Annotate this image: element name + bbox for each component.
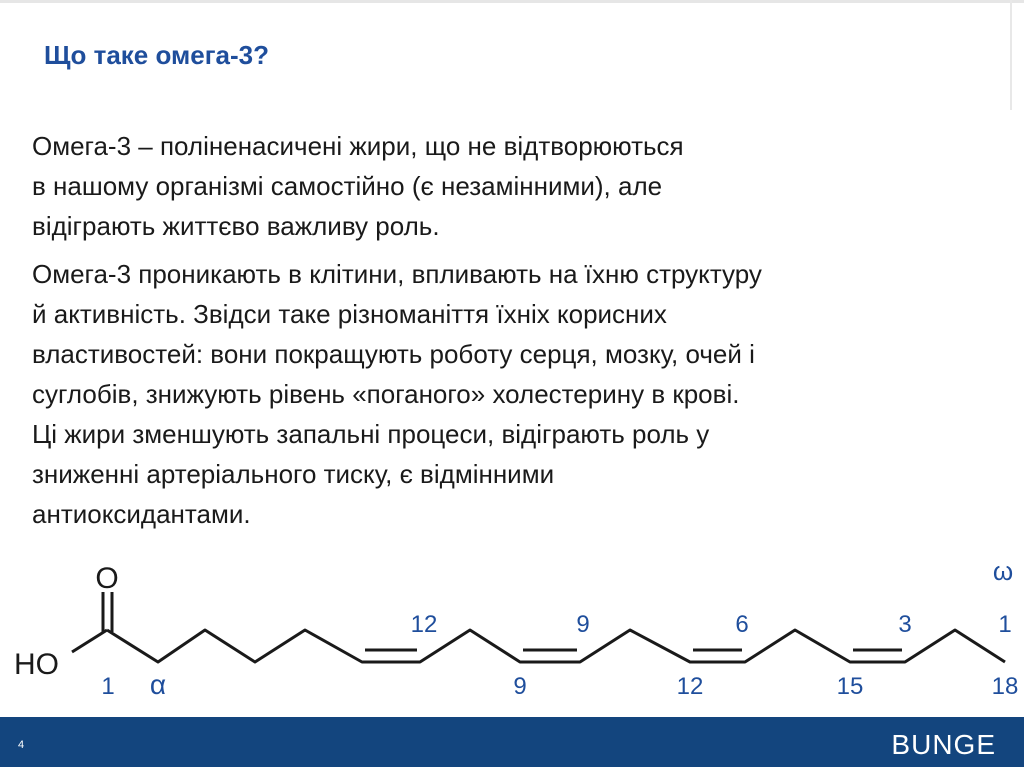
hydroxyl-group: HO [14, 648, 59, 681]
right-rule [1010, 0, 1012, 110]
text-line: Ці жири зменшують запальні процеси, відіграють роль у [32, 419, 710, 449]
carbon-chain [107, 630, 1005, 662]
omega-label-top: 1 [998, 611, 1012, 638]
carbon-label-bottom: 15 [836, 673, 864, 700]
alpha-label: α [149, 669, 167, 700]
page-number: 4 [18, 739, 25, 751]
text-line: антиоксидантами. [32, 499, 251, 529]
text-line: в нашому організмі самостійно (є незамінними), але [32, 171, 663, 201]
footer-bar [0, 717, 1024, 767]
paragraph-benefits [32, 254, 1007, 534]
text-line: Омега-3 проникають в клітини, впливають на їхню структуру [32, 259, 762, 289]
top-rule [0, 0, 1024, 3]
omega-label-top: 3 [898, 611, 912, 638]
carbon-label-bottom: 18 [991, 673, 1019, 700]
text-line: зниженні артеріального тиску, є відмінними [32, 459, 555, 489]
paragraph-definition [32, 126, 1007, 246]
omega3-structure-diagram [0, 550, 1024, 710]
text-line: відіграють життєво важливу роль. [32, 211, 440, 241]
omega-label-top: 9 [576, 611, 590, 638]
omega-label: ω [992, 556, 1014, 586]
carbon-label-bottom: 9 [513, 673, 527, 700]
text-line: й активність. Звідси таке різноманіття їхніх корисних [32, 299, 667, 329]
slide-title: Що таке омега-3? [44, 40, 270, 70]
hydroxyl-bond [72, 630, 107, 652]
carbon-label-bottom: 1 [101, 673, 115, 700]
slide-content [32, 126, 1007, 534]
oxygen-atom: O [95, 562, 119, 595]
omega-label-top: 6 [735, 611, 749, 638]
omega-label-top: 12 [410, 611, 438, 638]
text-line: Омега-3 – поліненасичені жири, що не відтворюються [32, 131, 684, 161]
text-line: суглобів, знижують рівень «поганого» холестерину в крові. [32, 379, 740, 409]
bunge-logo: BUNGE [891, 729, 996, 760]
carbon-label-bottom: 12 [676, 673, 704, 700]
text-line: властивостей: вони покращують роботу серця, мозку, очей і [32, 339, 755, 369]
